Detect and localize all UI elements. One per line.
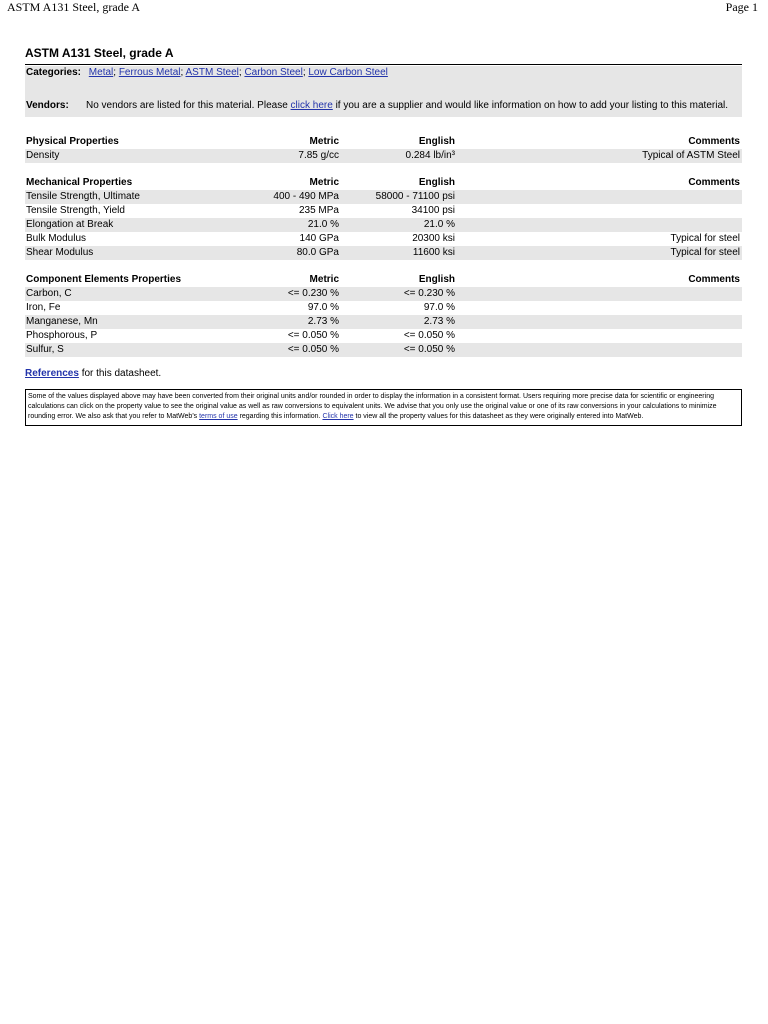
metric-value[interactable]: 97.0 %: [307, 302, 339, 313]
disclaimer-text-1: Some of the values displayed above may have been converted from their original units and/or rounded in order to display the information in a consistent format. Users requiring more precise data for scientific or engineering calculations can click on the property value to see the original value as well as raw conversions to equivalent units. We advise that you only use the original value or one of its raw conversions in your calculations to minimize rounding error. We also ask that you refer to MatWeb's: [28, 393, 717, 420]
section-header: [25, 134, 742, 149]
column-header-english: English: [418, 135, 455, 147]
english-value[interactable]: <= 0.230 %: [339, 287, 455, 301]
disclaimer-text-2: regarding this information.: [237, 413, 323, 420]
category-separator: ;: [302, 67, 306, 78]
vendors-text-before: No vendors are listed for this material. Please: [86, 100, 291, 111]
property-name: Shear Modulus: [25, 246, 236, 260]
english-value[interactable]: 11600 ksi: [339, 246, 455, 260]
property-name: Carbon, C: [25, 287, 236, 301]
material-title: ASTM A131 Steel, grade A: [25, 45, 742, 65]
metric-value[interactable]: 400 - 490 MPa: [236, 190, 339, 204]
category-link[interactable]: ASTM Steel: [185, 67, 239, 78]
english-value[interactable]: <= 0.050 %: [403, 330, 455, 341]
property-row: [25, 343, 742, 357]
property-name: Tensile Strength, Yield: [26, 205, 125, 216]
english-value[interactable]: 0.284 lb/in³: [339, 149, 455, 163]
property-comment: [455, 190, 742, 204]
category-link[interactable]: Carbon Steel: [244, 67, 303, 78]
english-value[interactable]: 97.0 %: [423, 302, 455, 313]
section-title: Physical Properties: [26, 135, 119, 147]
terms-of-use-link[interactable]: terms of use: [199, 413, 238, 420]
metric-value[interactable]: <= 0.050 %: [287, 330, 339, 341]
column-header-comments: Comments: [688, 176, 740, 188]
categories-row: [25, 66, 742, 80]
column-header-comments: Comments: [688, 135, 740, 147]
metric-value[interactable]: 2.73 %: [236, 315, 339, 329]
metric-value[interactable]: <= 0.050 %: [236, 343, 339, 357]
disclaimer-box: [25, 389, 742, 426]
metric-value[interactable]: 140 GPa: [299, 233, 339, 244]
category-link[interactable]: Metal: [88, 67, 114, 78]
property-name: Manganese, Mn: [25, 315, 236, 329]
vendors-click-here-link[interactable]: click here: [290, 100, 333, 111]
property-row: [25, 190, 742, 204]
section-header: [25, 272, 742, 287]
property-name: Density: [25, 149, 236, 163]
property-row: [25, 232, 742, 246]
category-separator: ;: [113, 67, 117, 78]
page-header-title: ASTM A131 Steel, grade A: [7, 0, 140, 14]
english-value[interactable]: 21.0 %: [339, 218, 455, 232]
column-header-english: English: [418, 176, 455, 188]
property-comment: [455, 218, 742, 232]
english-value[interactable]: 20300 ksi: [412, 233, 455, 244]
metric-value[interactable]: 80.0 GPa: [236, 246, 339, 260]
metric-value[interactable]: 235 MPa: [298, 205, 339, 216]
property-comment: Typical of ASTM Steel: [455, 149, 742, 163]
english-value[interactable]: <= 0.050 %: [339, 343, 455, 357]
property-comment: [455, 343, 742, 357]
property-comment: [455, 204, 742, 218]
category-separator: ;: [238, 67, 242, 78]
english-value[interactable]: 58000 - 71100 psi: [339, 190, 455, 204]
property-row: [25, 315, 742, 329]
property-name: Tensile Strength, Ultimate: [25, 190, 236, 204]
references-link[interactable]: References: [25, 368, 79, 379]
property-name: Phosphorous, P: [26, 330, 98, 341]
section-title: Mechanical Properties: [26, 176, 133, 188]
view-original-values-link[interactable]: Click here: [322, 413, 354, 420]
property-comment: [455, 315, 742, 329]
english-value[interactable]: 2.73 %: [339, 315, 455, 329]
property-comment: [455, 329, 742, 343]
property-row: [25, 287, 742, 301]
category-separator: ;: [180, 67, 184, 78]
vendors-text-after: if you are a supplier and would like information on how to add your listing to this material.: [332, 100, 729, 111]
column-header-metric: Metric: [309, 135, 339, 147]
property-row: [25, 204, 742, 218]
section-title: Component Elements Properties: [26, 273, 182, 285]
metric-value[interactable]: <= 0.230 %: [236, 287, 339, 301]
property-row: [25, 301, 742, 315]
vendors-label: Vendors:: [26, 100, 69, 111]
column-header-metric: Metric: [309, 176, 339, 188]
property-name: Bulk Modulus: [26, 233, 87, 244]
vendors-text: [86, 100, 728, 111]
property-row: [25, 218, 742, 232]
page-header: [0, 0, 768, 16]
datasheet: [25, 45, 742, 426]
property-name: Sulfur, S: [25, 343, 236, 357]
property-name: Elongation at Break: [25, 218, 236, 232]
property-comment: [455, 301, 742, 315]
categories-list: [89, 67, 388, 78]
column-header-english: English: [418, 273, 455, 285]
vendors-row: [25, 80, 742, 117]
category-link[interactable]: Ferrous Metal: [118, 67, 181, 78]
metric-value[interactable]: 7.85 g/cc: [236, 149, 339, 163]
column-header-metric: Metric: [309, 273, 339, 285]
english-value[interactable]: 34100 psi: [411, 205, 455, 216]
property-row: [25, 246, 742, 260]
disclaimer-text-3: to view all the property values for this datasheet as they were originally entered into MatWeb.: [353, 413, 644, 420]
metric-value[interactable]: 21.0 %: [236, 218, 339, 232]
category-link[interactable]: Low Carbon Steel: [308, 67, 388, 78]
property-comment: [455, 287, 742, 301]
property-comment: Typical for steel: [670, 233, 740, 244]
section-header: [25, 175, 742, 190]
properties-table: [25, 134, 742, 357]
references-line: [25, 368, 742, 379]
property-comment: Typical for steel: [455, 246, 742, 260]
page-number: Page 1: [725, 0, 758, 14]
references-text: for this datasheet.: [78, 368, 162, 379]
property-row: [25, 329, 742, 343]
property-name: Iron, Fe: [26, 302, 61, 313]
property-row: [25, 149, 742, 163]
column-header-comments: Comments: [688, 273, 740, 285]
categories-label: Categories:: [26, 67, 82, 78]
